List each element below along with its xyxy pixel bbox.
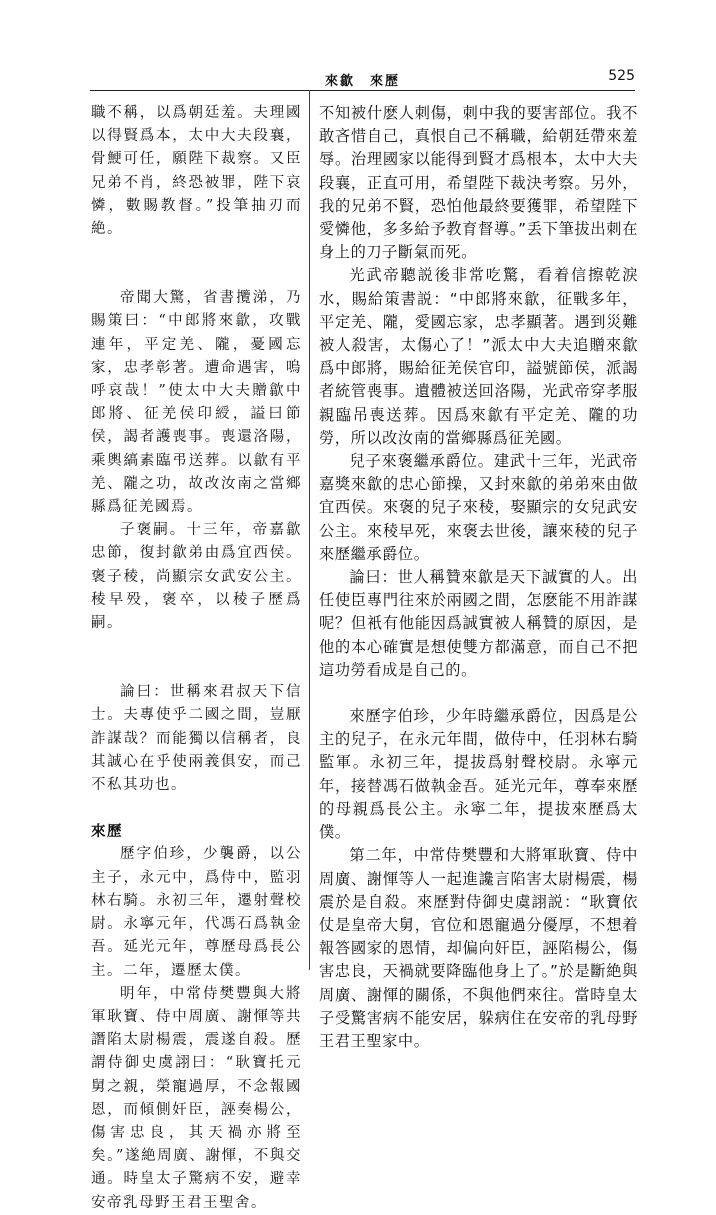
spacer: [91, 635, 302, 681]
page-header: [90, 68, 635, 92]
translation-paragraph: 兒子來褒繼承爵位。建武十三年，光武帝嘉獎來歙的忠心節操，又封來歙的弟弟來由做宜西侯。來褒的兒子來稜，娶顯宗的女兒武安公主。來稜早死，來褒去世後，讓來稜的兒子來歷繼承爵位。: [319, 452, 638, 563]
classical-paragraph: 歷字伯珍，少襲爵，以公主子，永元中，爲侍中，監羽林右騎。永初三年，遷射聲校尉。永寧元年，代馮石爲執金吾。延光元年，尊歷母爲長公主。二年，遷歷太僕。: [91, 846, 302, 979]
spacer: [319, 682, 638, 705]
classical-paragraph: 子褒嗣。十三年，帝嘉歙忠節，復封歙弟由爲宜西侯。褒子稜，尚顯宗女武安公主。稜早殁，褒卒，以稜子歷爲嗣。: [91, 522, 302, 632]
classical-paragraph: 職不稱，以爲朝廷羞。夫理國以得賢爲本，太中大夫段襄，骨鯁可任，願陛下裁察。又臣兄弟不肖，終恐被罪，陛下哀憐，數賜教督。”投筆抽刃而絶。: [91, 105, 302, 238]
spacer: [91, 797, 302, 820]
translation-paragraph: 第二年，中常侍樊豐和大將軍耿寶、侍中周廣、謝惲等人一起進讒言陷害太尉楊震，楊震於是自殺。來歷對侍御史虞詡説：“耿寶依仗是皇帝大舅，官位和恩寵過分優厚，不想着報答國家的恩情，却偏向奸臣，誣陷楊公，傷害忠良，天禍就要降臨他身上了。”於是斷絶與周廣、謝惲的關係，不與他們來往。當時皇太子受驚害病不能安居，躲病住在安帝的乳母野王君王聖家中。: [319, 846, 638, 1050]
header-rule: [90, 90, 635, 91]
classical-text-column: [91, 102, 302, 1215]
translation-paragraph: 論曰：世人稱贊來歙是天下誠實的人。出任使臣專門往來於兩國之間，怎麽能不用詐謀呢？但衹有他能因爲誠實被人稱贊的原因，是他的本心確實是想使雙方都滿意，而自己不把這功勞看成是自己的。: [319, 568, 638, 679]
translation-paragraph: 光武帝聽説後非常吃驚，看着信擦乾淚水，賜給策書説：“中郎將來歙，征戰多年，平定羌、隴，愛國忘家，忠孝顯著。遇到災難被人殺害，太傷心了！”派太中大夫追贈來歙爲中郎將，賜給征羌侯官印，謚號節侯，派謁者統管喪事。遺體被送回洛陽，光武帝穿孝服親臨吊喪送葬。因爲來歙有平定羌、隴的功勞，所以改汝南的當鄉縣爲征羌國。: [319, 266, 638, 447]
translation-column: [319, 102, 638, 1053]
column-divider: [309, 90, 310, 970]
spacer: [91, 241, 302, 287]
classical-paragraph: 帝聞大驚，省書攬涕，乃賜策曰：“中郎將來歙，攻戰連年，平定羌、隴，憂國忘家，忠孝彰著。遭命遇害，嗚呼哀哉！”使太中大夫贈歙中郎將、征羌侯印綬，謚曰節侯，謁者護喪事。喪還洛陽，乘輿縞素臨弔送葬。以歙有平羌、隴之功，故改汝南之當鄉縣爲征羌國焉。: [91, 290, 302, 516]
page-number: 525: [608, 68, 635, 84]
section-heading: 來歷: [91, 823, 123, 841]
running-title: 來歙 來歷: [324, 74, 400, 89]
commentary-paragraph: 論曰：世稱來君叔天下信士。夫專使乎二國之間，豈厭詐謀哉？而能獨以信稱者，良其誠心在乎使兩義俱安，而己不私其功也。: [91, 684, 302, 794]
classical-paragraph: 明年，中常侍樊豐與大將軍耿寶、侍中周廣、謝惲等共譖陷太尉楊震，震遂自殺。歷謂侍御史虞詡曰：“耿寶托元舅之親，榮寵過厚，不念報國恩，而傾側奸臣，誣奏楊公，傷害忠良，其天禍亦將至矣。”遂絶周廣、謝惲，不與交通。時皇太子驚病不安，避幸安帝乳母野王君王聖舍。: [91, 985, 302, 1211]
translation-paragraph: 來歷字伯珍，少年時繼承爵位，因爲是公主的兒子，在永元年間，做侍中，任羽林右騎監軍。永初三年，提拔爲射聲校尉。永寧元年，接替馮石做執金吾。延光元年，尊奉來歷的母親爲長公主。永寧二年，提拔來歷爲太僕。: [319, 707, 638, 842]
translation-paragraph: 不知被什麽人刺傷，刺中我的要害部位。我不敢吝惜自己，真恨自己不稱職，給朝廷帶來羞辱。治理國家以能得到賢才爲根本，太中大夫段襄，正直可用，希望陛下裁決考察。另外，我的兄弟不賢，恐怕他最終要獲罪，希望陛下愛憐他，多多給予教育督導。”丢下筆拔出刺在身上的刀子斷氣而死。: [319, 104, 638, 262]
